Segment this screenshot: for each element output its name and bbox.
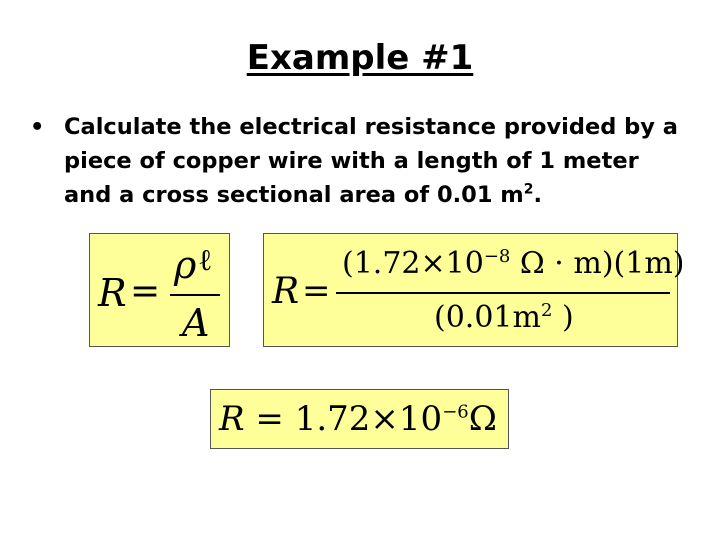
- bullet-point: [30, 110, 690, 212]
- formula-numerator-rho: ρ: [174, 243, 197, 287]
- bullet-superscript: 2: [523, 181, 534, 198]
- substitution-denominator-exponent: 2: [540, 300, 553, 321]
- substitution-numerator-units: Ω · m)(1m): [510, 246, 685, 281]
- result-expression: [219, 399, 497, 439]
- substitution-denominator-close: ): [552, 300, 574, 335]
- formula-denominator: A: [182, 301, 210, 345]
- bullet-tail: .: [533, 182, 543, 208]
- result-exponent: −6: [442, 401, 469, 423]
- bullet-text: [64, 110, 690, 212]
- substitution-box: [263, 233, 685, 347]
- result-unit: Ω: [468, 399, 497, 439]
- result-equals: =: [244, 399, 295, 439]
- result-box: [210, 389, 509, 449]
- slide-title: Example #1: [246, 38, 474, 78]
- substitution-fraction-bar: [336, 292, 670, 294]
- substitution-numerator-mantissa: (1.72×10: [342, 246, 484, 281]
- substitution-denominator-value: (0.01m: [434, 300, 541, 335]
- formula-equals: =: [130, 271, 161, 312]
- result-value: 1.72×10: [294, 399, 443, 439]
- formula-lhs: R: [98, 271, 127, 315]
- formula-box: [89, 233, 230, 347]
- substitution-denominator: [434, 302, 574, 333]
- substitution-lhs: R: [272, 271, 300, 312]
- substitution-numerator-exponent: −8: [483, 246, 511, 267]
- result-lhs: R: [219, 399, 245, 439]
- formula-numerator-glyph: ℓ: [198, 243, 213, 278]
- substitution-equals: =: [302, 271, 331, 311]
- formula-fraction-bar: [170, 294, 220, 296]
- bullet-dot: •: [30, 114, 45, 140]
- substitution-numerator: [342, 248, 684, 279]
- bullet-text-body: Calculate the electrical resistance provided by a piece of copper wire with a length of 1 meter and a cross sectional area of 0.01 m: [64, 114, 678, 208]
